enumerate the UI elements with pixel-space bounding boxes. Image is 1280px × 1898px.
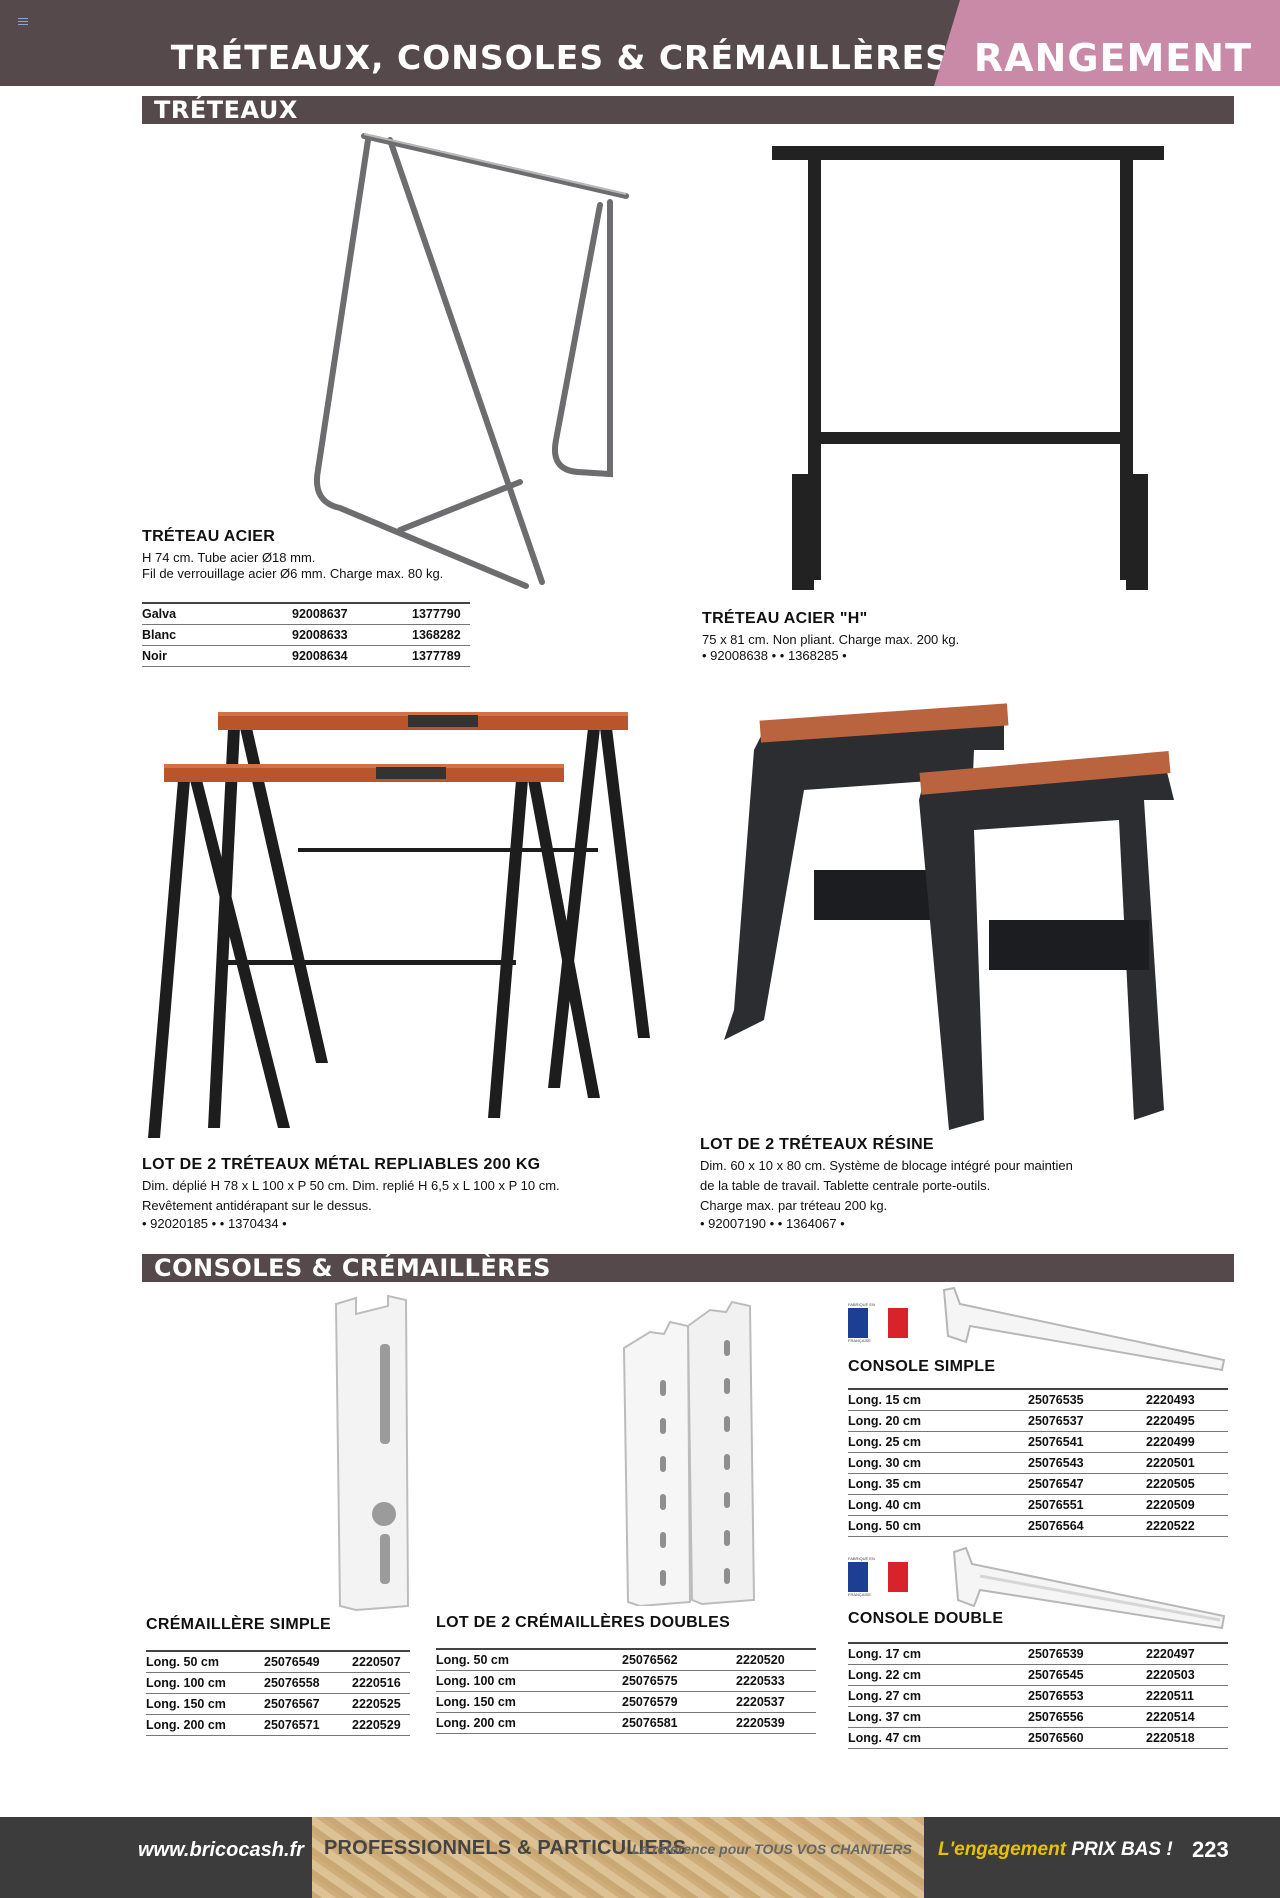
treteau-acier-ref-table: [142, 602, 470, 667]
ref-label: Long. 17 cm: [848, 1643, 1028, 1665]
section-heading-treteaux: TRÉTEAUX: [142, 96, 1234, 124]
ref-label: Long. 200 cm: [436, 1713, 622, 1734]
ref-label: Long. 150 cm: [146, 1694, 264, 1715]
table-row: [848, 1453, 1228, 1474]
ref-code: 25076579: [622, 1692, 736, 1713]
ref-code: 2220509: [1146, 1495, 1228, 1516]
ref-label: Long. 37 cm: [848, 1707, 1028, 1728]
ref-code: 2220525: [352, 1694, 410, 1715]
table-row: [146, 1715, 410, 1736]
ref-code: 2220501: [1146, 1453, 1228, 1474]
ref-code: 25076543: [1028, 1453, 1146, 1474]
lot-resine-desc-3: Charge max. par tréteau 200 kg.: [700, 1198, 888, 1213]
ref-code: 25076541: [1028, 1432, 1146, 1453]
made-in-france-flag-icon: FABRIQUÉ EN FRANÇAISE: [848, 1556, 908, 1600]
ref-code: 25076564: [1028, 1516, 1146, 1537]
ref-code: 2220537: [736, 1692, 816, 1713]
page-header: [0, 0, 1280, 86]
ref-code: 2220503: [1146, 1665, 1228, 1686]
ref-code: 25076553: [1028, 1686, 1146, 1707]
ref-code: 2220497: [1146, 1643, 1228, 1665]
ref-label: Blanc: [142, 625, 292, 646]
ref-label: Long. 15 cm: [848, 1389, 1028, 1411]
lot-metal-desc-3: • 92020185 • • 1370434 •: [142, 1216, 287, 1231]
ref-code: 25076549: [264, 1651, 352, 1673]
ref-code: 2220522: [1146, 1516, 1228, 1537]
ref-code: 25076567: [264, 1694, 352, 1715]
table-row: [848, 1389, 1228, 1411]
ref-code: 25076562: [622, 1649, 736, 1671]
cremaillere-simple-title: CRÉMAILLÈRE SIMPLE: [146, 1616, 331, 1633]
ref-code: 2220511: [1146, 1686, 1228, 1707]
cremaillere-double-ref-table: [436, 1648, 816, 1734]
treteau-acier-title: TRÉTEAU ACIER: [142, 528, 276, 545]
ref-code: 2220514: [1146, 1707, 1228, 1728]
ref-label: Long. 25 cm: [848, 1432, 1028, 1453]
category-tab: [960, 0, 1280, 86]
ref-code: 1377789: [412, 646, 470, 667]
cremaillere-simple-ref-table: [146, 1650, 410, 1736]
table-row: [848, 1474, 1228, 1495]
footer-reference: La référence pour TOUS VOS CHANTIERS: [632, 1841, 912, 1857]
ref-label: Long. 200 cm: [146, 1715, 264, 1736]
ref-label: Long. 47 cm: [848, 1728, 1028, 1749]
treteau-h-desc-2: • 92008638 • • 1368285 •: [702, 648, 847, 663]
ref-label: Long. 50 cm: [436, 1649, 622, 1671]
ref-code: 2220533: [736, 1671, 816, 1692]
ref-label: Long. 40 cm: [848, 1495, 1028, 1516]
page-number: 223: [1192, 1837, 1229, 1862]
ref-code: 92008634: [292, 646, 412, 667]
lot-metal-title: LOT DE 2 TRÉTEAUX MÉTAL REPLIABLES 200 KG: [142, 1156, 541, 1173]
console-double-ref-table: [848, 1642, 1228, 1749]
table-row: [436, 1692, 816, 1713]
table-row: [848, 1707, 1228, 1728]
table-row: [436, 1649, 816, 1671]
ref-code: 25076560: [1028, 1728, 1146, 1749]
ref-label: Long. 20 cm: [848, 1411, 1028, 1432]
ref-label: Long. 100 cm: [436, 1671, 622, 1692]
ref-label: Long. 100 cm: [146, 1673, 264, 1694]
treteau-acier-desc-1: H 74 cm. Tube acier Ø18 mm.: [142, 550, 316, 565]
lot-treteaux-resine-image: [724, 690, 1224, 1150]
lot-resine-desc-2: de la table de travail. Tablette centrale porte-outils.: [700, 1178, 991, 1193]
console-simple-title: CONSOLE SIMPLE: [848, 1358, 996, 1375]
treteau-h-title: TRÉTEAU ACIER "H": [702, 610, 868, 627]
website-link[interactable]: www.bricocash.fr: [138, 1839, 304, 1861]
table-row: [146, 1694, 410, 1715]
treteau-h-desc-1: 75 x 81 cm. Non pliant. Charge max. 200 kg.: [702, 632, 960, 647]
ref-code: 92008633: [292, 625, 412, 646]
table-row: [848, 1686, 1228, 1707]
ref-label: Long. 50 cm: [848, 1516, 1028, 1537]
treteau-h-image: [768, 140, 1168, 600]
footer-tagline: PROFESSIONNELS & PARTICULIERS: [324, 1837, 687, 1859]
page-title: TRÉTEAUX, CONSOLES & CRÉMAILLÈRES: [170, 38, 950, 77]
cremaillere-double-image: [620, 1300, 760, 1606]
treteau-acier-image: [300, 130, 640, 600]
ref-code: 2220518: [1146, 1728, 1228, 1749]
table-row: [436, 1713, 816, 1734]
ref-code: 25076556: [1028, 1707, 1146, 1728]
table-row: [436, 1671, 816, 1692]
lot-metal-desc-1: Dim. déplié H 78 x L 100 x P 50 cm. Dim. replié H 6,5 x L 100 x P 10 cm.: [142, 1178, 560, 1193]
table-row: [848, 1411, 1228, 1432]
console-simple-ref-table: [848, 1388, 1228, 1537]
lot-metal-desc-2: Revêtement antidérapant sur le dessus.: [142, 1198, 372, 1213]
cremaillere-double-title: LOT DE 2 CRÉMAILLÈRES DOUBLES: [436, 1614, 731, 1631]
lot-resine-desc-1: Dim. 60 x 10 x 80 cm. Système de blocage intégré pour maintien: [700, 1158, 1073, 1173]
ref-code: 25076545: [1028, 1665, 1146, 1686]
cremaillere-simple-image: [326, 1294, 416, 1612]
ref-code: 25076558: [264, 1673, 352, 1694]
ref-code: 2220507: [352, 1651, 410, 1673]
ref-code: 1377790: [412, 603, 470, 625]
table-row: [848, 1643, 1228, 1665]
lot-resine-desc-4: • 92007190 • • 1364067 •: [700, 1216, 845, 1231]
ref-code: 2220520: [736, 1649, 816, 1671]
lot-treteaux-metal-image: [148, 698, 658, 1148]
ref-code: 25076571: [264, 1715, 352, 1736]
footer-engagement: L'engagement PRIX BAS !: [938, 1839, 1173, 1860]
table-row: [146, 1673, 410, 1694]
table-row: [848, 1516, 1228, 1537]
table-row: [142, 603, 470, 625]
ref-code: 2220539: [736, 1713, 816, 1734]
table-row: [142, 646, 470, 667]
ref-label: Long. 22 cm: [848, 1665, 1028, 1686]
ref-code: 1368282: [412, 625, 470, 646]
ref-code: 25076537: [1028, 1411, 1146, 1432]
ref-code: 25076575: [622, 1671, 736, 1692]
table-row: [848, 1665, 1228, 1686]
ref-code: 25076535: [1028, 1389, 1146, 1411]
table-row: [142, 625, 470, 646]
ref-label: Galva: [142, 603, 292, 625]
ref-label: Noir: [142, 646, 292, 667]
made-in-france-flag-icon: FABRIQUÉ EN FRANÇAISE: [848, 1302, 908, 1346]
ref-code: 2220495: [1146, 1411, 1228, 1432]
lot-resine-title: LOT DE 2 TRÉTEAUX RÉSINE: [700, 1136, 934, 1153]
table-row: [848, 1495, 1228, 1516]
page-footer: [0, 1817, 1280, 1898]
ref-code: 25076539: [1028, 1643, 1146, 1665]
ref-label: Long. 50 cm: [146, 1651, 264, 1673]
ref-label: Long. 27 cm: [848, 1686, 1028, 1707]
ref-label: Long. 150 cm: [436, 1692, 622, 1713]
ref-code: 2220499: [1146, 1432, 1228, 1453]
ref-code: 25076551: [1028, 1495, 1146, 1516]
console-double-title: CONSOLE DOUBLE: [848, 1610, 1004, 1627]
ref-label: Long. 30 cm: [848, 1453, 1028, 1474]
ref-code: 2220516: [352, 1673, 410, 1694]
menu-icon[interactable]: [18, 18, 28, 26]
table-row: [848, 1432, 1228, 1453]
table-row: [848, 1728, 1228, 1749]
ref-code: 25076547: [1028, 1474, 1146, 1495]
section-heading-consoles: CONSOLES & CRÉMAILLÈRES: [142, 1254, 1234, 1282]
ref-code: 25076581: [622, 1713, 736, 1734]
ref-code: 2220505: [1146, 1474, 1228, 1495]
ref-code: 2220529: [352, 1715, 410, 1736]
category-label: RANGEMENT: [973, 36, 1252, 80]
ref-code: 2220493: [1146, 1389, 1228, 1411]
treteau-acier-desc-2: Fil de verrouillage acier Ø6 mm. Charge max. 80 kg.: [142, 566, 444, 581]
ref-label: Long. 35 cm: [848, 1474, 1028, 1495]
table-row: [146, 1651, 410, 1673]
ref-code: 92008637: [292, 603, 412, 625]
